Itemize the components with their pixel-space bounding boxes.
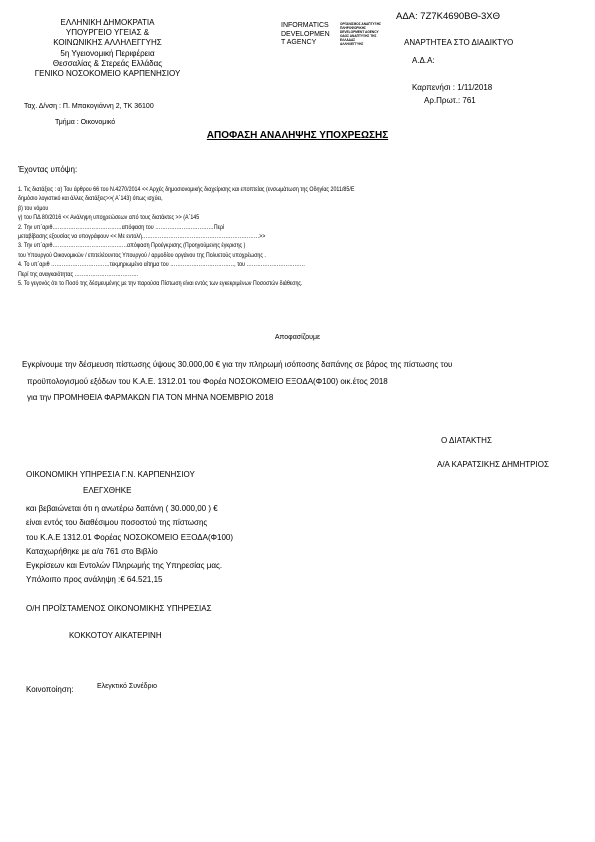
authority-line: Θεσσαλίας & Στερεάς Ελλάδας [52, 58, 163, 68]
logo-small-line: ΠΛΗΡΟΦΟΡΙΚΗΣ [340, 26, 366, 30]
considering-line: 4. Το υπ΄αριθ ……………………………τεκμηριωμένο αίτημα του ………………………………, του …………………………… [18, 261, 306, 269]
financial-line: Εγκρίσεων και Εντολών Πληρωμής της Υπηρεσίας μας. [26, 561, 223, 571]
decision-line: προϋπολογισμού εξόδων του Κ.Α.Ε. 1312.01 του Φορέα ΝΟΣΟΚΟΜΕΙΟ ΕΞΟΔΑ(Φ100) οικ.έτος 2018 [27, 376, 388, 386]
document-title: ΑΠΟΦΑΣΗ ΑΝΑΛΗΨΗΣ ΥΠΟΧΡΕΩΣΗΣ [206, 130, 389, 141]
authority-line: ΥΠΟΥΡΓΕΙΟ ΥΓΕΙΑΣ & [65, 28, 150, 38]
decide-heading: Αποφασίζουμε [274, 334, 321, 341]
authority-block [10, 18, 205, 79]
decision-text [22, 357, 452, 407]
financial-head-name: ΚΟΚΚΟΤΟΥ ΑΙΚΑΤΕΡΙΝΗ [69, 631, 162, 640]
checked-label: ΕΛΕΓΧΘΗΚΕ [83, 486, 132, 495]
considering-line: δημόσιο λογιστικό και άλλες διατάξεις>>( Α΄143) όπως ισχύει, [18, 195, 163, 203]
considering-line: 3. Την υπ΄αριθ……………………………………απόφαση Προέγκρισης (Προηγούμενης έγκρισης ) [18, 242, 246, 250]
financial-line: Υπόλοιπο προς ανάληψη :€ 64.521,15 [26, 575, 163, 585]
ada-top: ΑΔΑ: 7Ζ7Κ4690ΒΘ-3ΧΘ [396, 11, 501, 22]
authority-line: ΓΕΝΙΚΟ ΝΟΣΟΚΟΜΕΙΟ ΚΑΡΠΕΝΗΣΙΟΥ [34, 69, 181, 79]
agency-logo [281, 22, 330, 48]
authority-line: 5η Υγειονομική Περιφέρεια [60, 48, 155, 58]
logo-line: INFORMATICS [281, 22, 329, 29]
considering-line: 2. Την υπ΄αριθ…………………………………απόφαση του ……………………………Περί [18, 223, 225, 231]
financial-service: ΟΙΚΟΝΟΜΙΚΗ ΥΠΗΡΕΣΙΑ Γ.Ν. ΚΑΡΠΕΝΗΣΙΟΥ [26, 470, 195, 479]
considering-line: γ) του ΠΔ 80/2016 << Ανάληψη υποχρεώσεων από τους διατάκτες >> (Α΄145 [18, 214, 200, 222]
authority-line: ΕΛΛΗΝΙΚΗ ΔΗΜΟΚΡΑΤΙΑ [60, 18, 155, 27]
logo-small-line: DEVELOPMENT AGENCY [340, 30, 379, 34]
cc-value: Ελεγκτικό Συνέδριο [97, 683, 157, 690]
authority-line: ΚΟΙΝΩΝΙΚΗΣ ΑΛΛΗΛΕΓΓΥΗΣ [53, 38, 162, 48]
considering-line: μεταβίβασης εξουσίας να υπογράφουν << Με εντολή…………………………………………………………>> [18, 233, 266, 241]
considering-line: 1. Τις διατάξεις : α) Του άρθρου 66 του Ν.4270/2014 << Αρχές δημοσιονομικής διαχείρισης και εποπτείας (ενσωμάτωση της Οδηγίας 2011/85/Ε [18, 186, 355, 193]
financial-line: Καταχωρήθηκε με α/α 761 στο Βιβλίο [26, 546, 158, 556]
considering-line: Περί της αναγκαιότητας ……………………………… [18, 270, 139, 278]
signatory-role: Ο ΔΙΑΤΑΚΤΗΣ [441, 436, 492, 445]
signatory-name: Α/Α ΚΑΡΑΤΣΙΚΗΣ ΔΗΜΗΤΡΙΟΣ [437, 460, 549, 469]
address: Ταχ. Δ/νση : Π. Μπακογιάννη 2, ΤΚ 36100 [24, 103, 154, 110]
ada-label: Α.Δ.Α: [412, 56, 435, 65]
logo-small-line: ΑΛΛΗΛΕΓΓΥΗΣ [340, 42, 364, 46]
logo-small-line: ΟΔΟΣ ΑΝΑΠΤΥΞΗΣ ΤΗΣ [340, 34, 377, 38]
considering-line: 5. Το γεγονός ότι το Ποσό της δέσμευμένης με την παρούσα Πίστωση είναι εντός των εγκεκριμένων Ποσοστών διάθεσης. [18, 280, 303, 288]
logo-line: DEVELOPMEN [281, 30, 330, 38]
protocol-number: Αρ.Πρωτ.: 761 [424, 96, 476, 105]
financial-line: είναι εντός του διαθέσιμου ποσοστού της πίστωσης [26, 518, 208, 528]
decision-line: για την ΠΡΟΜΗΘΕΙΑ ΦΑΡΜΑΚΩΝ ΓΙΑ ΤΟΝ ΜΗΝΑ ΝΟΕΜΒΡΙΟ 2018 [27, 393, 274, 402]
cc-label: Κοινοποίηση: [26, 685, 74, 694]
considering-list [18, 185, 354, 288]
financial-details [26, 502, 233, 588]
financial-head: Ο/Η ΠΡΟΪΣΤΑΜΕΝΟΣ ΟΙΚΟΝΟΜΙΚΗΣ ΥΠΗΡΕΣΙΑΣ [26, 604, 212, 613]
considering-line: του Υπουργού Οικονομικών / επιτελέουντος Υπουργού / αρμοδίου οργάνου της Πολυετούς υποχρέωσης . [18, 251, 266, 259]
document-date: Καρπενήσι : 1/11/2018 [412, 83, 493, 92]
logo-line: T AGENCY [281, 39, 317, 46]
department: Τμήμα : Οικονομικό [55, 119, 116, 126]
logo-small-line: ΕΛΛΑΔΑΣ [340, 38, 356, 42]
financial-line: του Κ.Α.Ε 1312.01 Φορέας ΝΟΣΟΚΟΜΕΙΟ ΕΞΟΔΑ(Φ100) [26, 532, 234, 542]
logo-small-text [340, 22, 381, 46]
considering-heading: Έχοντας υπόψη: [18, 165, 78, 174]
financial-line: και βεβαιώνεται ότι η ανωτέρω δαπάνη ( 30.000,00 ) € [26, 504, 218, 513]
logo-small-line: ΟΡΓΑΝΙΣΜΟΣ ΑΝΑΠΤΥΞΗΣ [340, 22, 381, 26]
decision-line: Εγκρίνουμε την δέσμευση πίστωσης ύψους 30.000,00 € για την πληρωμή ισόποσης δαπάνης σε βάρος της πίστωσης του [22, 360, 453, 369]
publish-note: ΑΝΑΡΤΗΤΕΑ ΣΤΟ ΔΙΑΔΙΚΤΥΟ [404, 38, 514, 47]
considering-line: β) του νόμου [18, 204, 49, 212]
